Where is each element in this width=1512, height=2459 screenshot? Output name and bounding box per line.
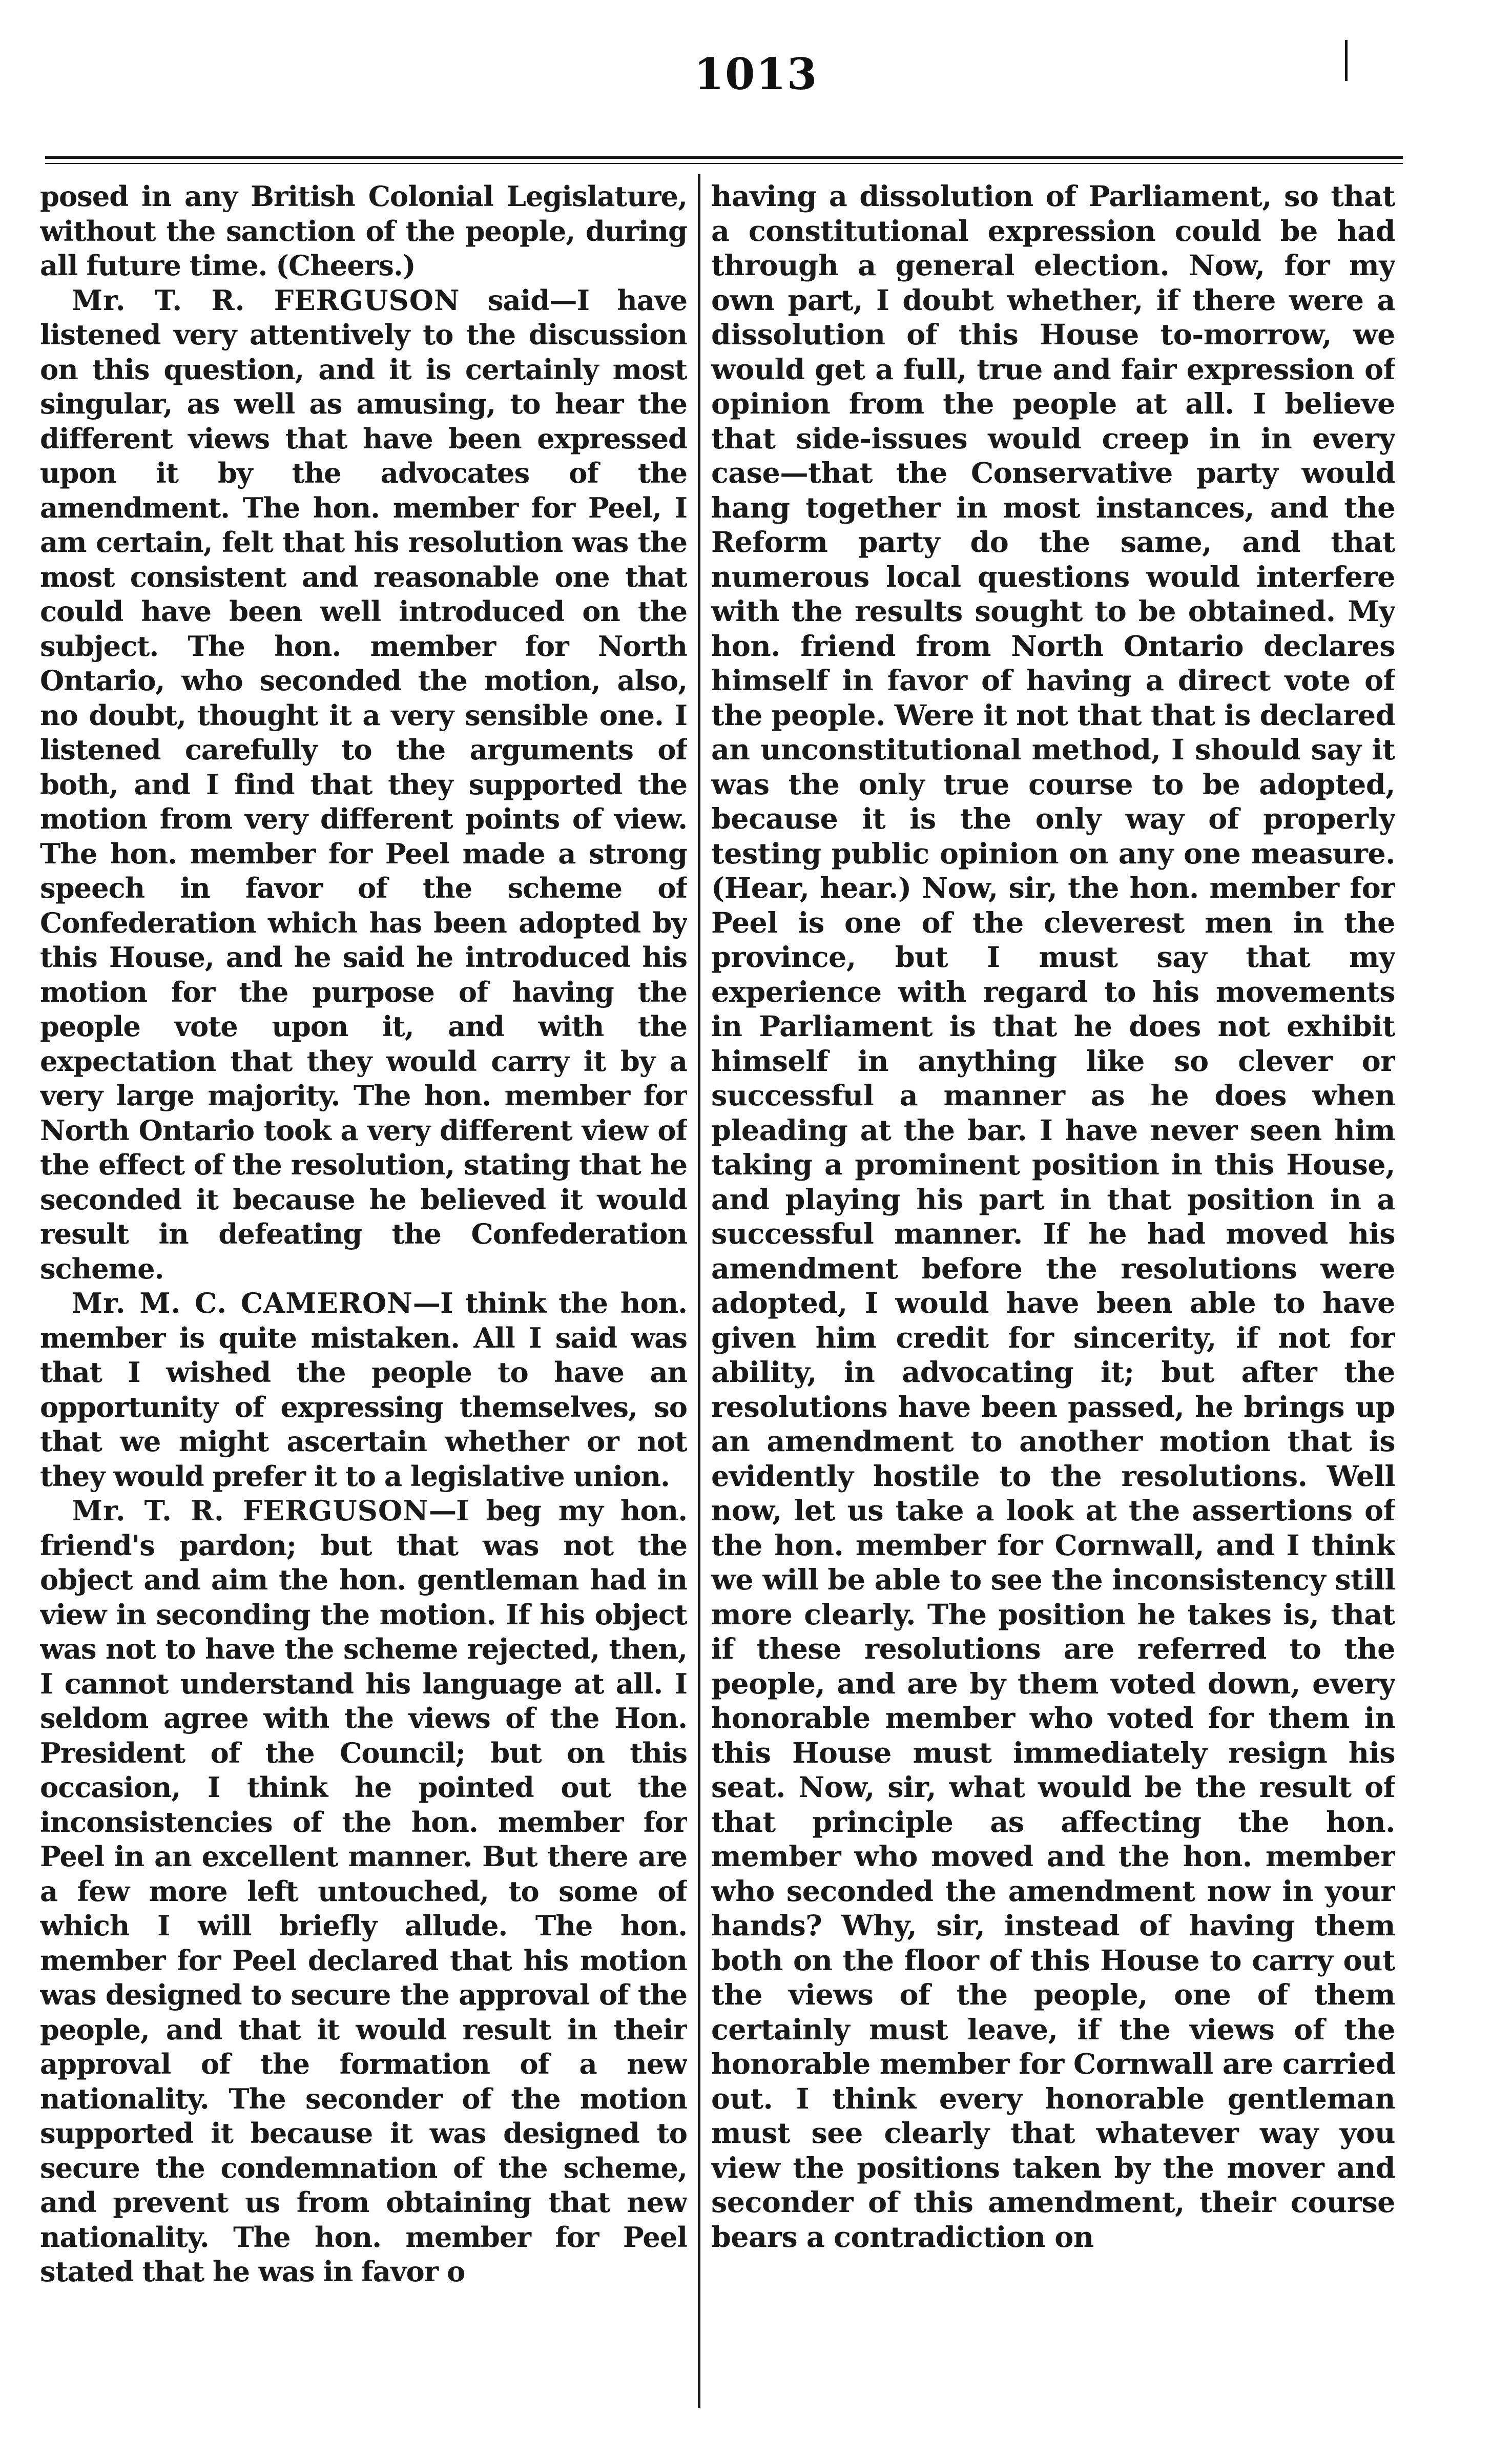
column-divider [698,174,700,2408]
speech-text: said—I have listened very attentively to the discussion on this question, and it is certainly most singular, as well as amusing, to hear the different views that have been expressed upon it by the advocates of the amendment. The hon. member for Peel, I am certain, felt that his resolution was the most consistent and reasonable one that could have been well introduced on the subject. The hon. member for North Ontario, who seconded the motion, also, no doubt, thought it a very sensible one. I listened carefully to the arguments of both, and I find that they supported the motion from very different points of view. The hon. member for Peel made a strong speech in favor of the scheme of Confederation which has been adopted by this House, and he said he introduced his motion for the purpose of having the people vote upon it, and with the expectation that they would carry it by a very large majority. The hon. member for North Ontario took a very different view of the effect of the resolution, stating that he seconded it because he believed it would result in defeating the Confederation scheme. [40,283,687,1285]
speaker-name: Mr. T. R. FERGUSON [72,283,460,317]
paragraph-ferguson-speech-2 [40,1494,687,2289]
header-rule-thin [45,163,1403,164]
page-number: 1013 [694,49,818,99]
header-rule [45,156,1403,159]
left-column [40,179,687,2429]
paragraph-ferguson-speech-1 [40,283,687,1287]
speech-text: —I think the hon. member is quite mistaken. All I said was that I wished the people to have an opportunity of expressing themselves, so that we might ascertain whether or not they would prefer it to a legislative union. [40,1287,687,1493]
paragraph-cameron-reply [40,1286,687,1494]
paragraph-closing-cheers: posed in any British Colonial Legislature, without the sanction of the people, during all future time. (Cheers.) [40,180,687,282]
right-column [711,179,1395,2429]
paragraph-continued-speech: having a dissolution of Parliament, so that a constitutional expression could be had through a general election. Now, for my own part, I doubt whether, if there were a dissolution of this House to-morrow, we would get a full, true and fair expression of opinion from the people at all. I believe that side-issues would creep in in every case—that the Conservative party would hang together in most instances, and the Reform party do the same, and that numerous local questions would interfere with the results sought to be obtained. My hon. friend from North Ontario declares himself in favor of having a direct vote of the people. Were it not that that is declared an unconstitutional method, I should say it was the only true course to be adopted, because it is the only way of properly testing public opinion on any one measure. (Hear, hear.) Now, sir, the hon. member for Peel is one of the cleverest men in the province, but I must say that my experience with regard to his movements in Parliament is that he does not exhibit himself in anything like so clever or successful a manner as he does when pleading at the bar. I have never seen him taking a prominent position in this House, and playing his part in that position in a successful manner. If he had moved his amendment before the resolutions were adopted, I would have been able to have given him credit for sincerity, if not for ability, in advocating it; but after the resolutions have been passed, he brings up an amendment to another motion that is evidently hostile to the resolutions. Well now, let us take a look at the assertions of the hon. member for Cornwall, and I think we will be able to see the inconsistency still more clearly. The position he takes is, that if these resolutions are referred to the people, and are by them voted down, every honorable member who voted for them in this House must immediately resign his seat. Now, sir, what would be the result of that principle as affecting the hon. member who moved and the hon. member who seconded the amendment now in your hands? Why, sir, instead of having them both on the floor of this House to carry out the views of the people, one of them certainly must leave, if the views of the honorable member for Cornwall are carried out. I think every honorable gentleman must see clearly that whatever way you view the positions taken by the mover and seconder of this amendment, their course bears a contradiction on [711,180,1395,2254]
speech-text: —I beg my hon. friend's pardon; but that was not the object and aim the hon. gentleman had in view in seconding the motion. If his object was not to have the scheme rejected, then, I cannot understand his language at all. I seldom agree with the views of the Hon. President of the Council; but on this occasion, I think he pointed out the inconsistencies of the hon. member for Peel in an excellent manner. But there are a few more left untouched, to some of which I will briefly allude. The hon. member for Peel declared that his motion was designed to secure the approval of the people, and that it would result in their approval of the formation of a new nationality. The seconder of the motion supported it because it was designed to secure the condemnation of the scheme, and prevent us from obtaining that new nationality. The hon. member for Peel stated that he was in favor o [40,1494,687,2288]
corner-mark [1345,40,1348,81]
speaker-name: Mr. T. R. FERGUSON [72,1494,429,1527]
speaker-name: Mr. M. C. CAMERON [72,1287,413,1319]
